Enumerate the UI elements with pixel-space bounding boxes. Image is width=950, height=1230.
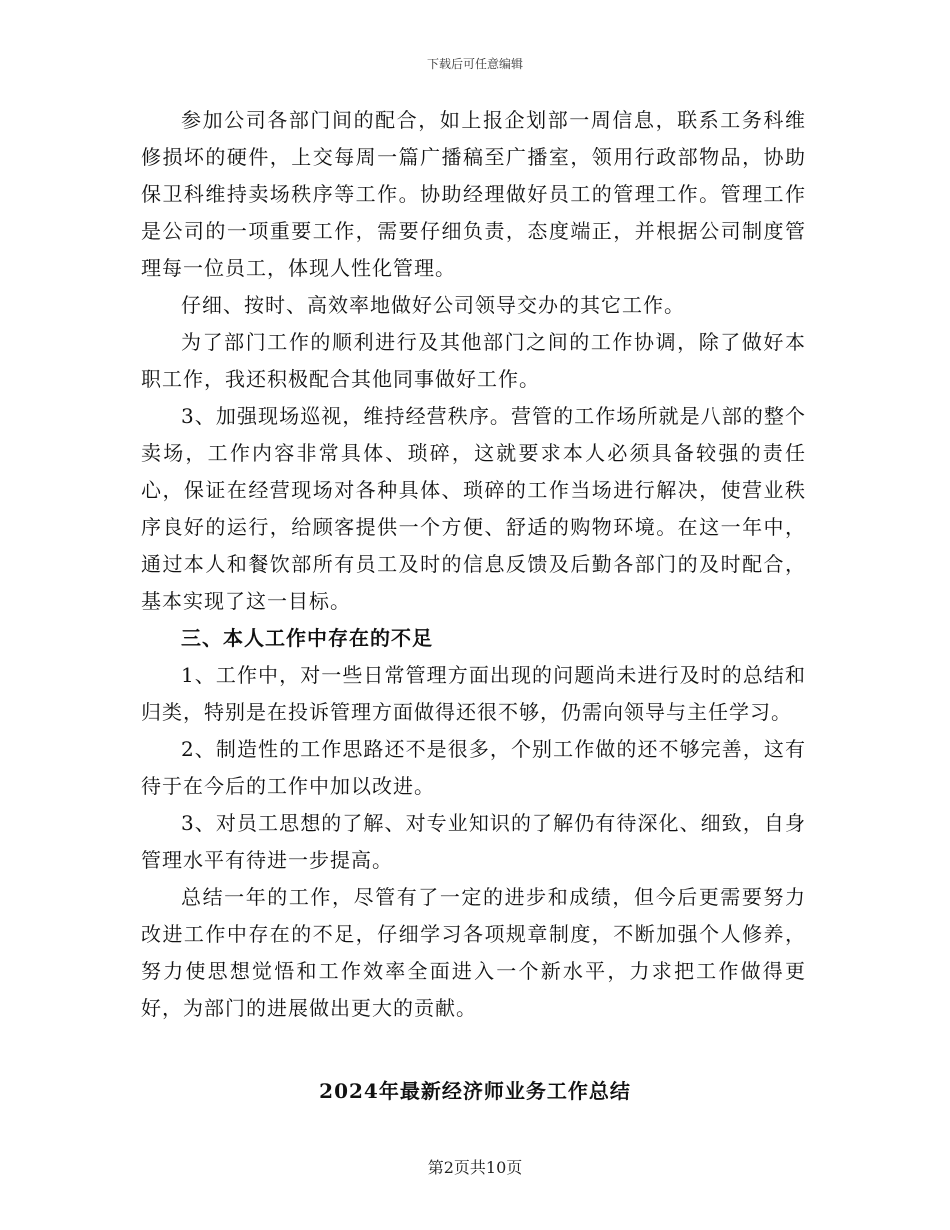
- paragraph-shortcoming-1: 1、工作中，对一些日常管理方面出现的问题尚未进行及时的总结和归类，特别是在投诉管理方面做得还很不够，仍需向领导与主任学习。: [141, 663, 806, 724]
- paragraph-summary: 总结一年的工作，尽管有了一定的进步和成绩，但今后更需要努力改进工作中存在的不足，仔细学习各项规章制度，不断加强个人修养，努力使思想觉悟和工作效率全面进入一个新水平，力求把工作做得更好，为部门的进展做出更大的贡献。: [141, 885, 806, 1020]
- section-heading-shortcomings: 三、本人工作中存在的不足: [181, 626, 433, 650]
- paragraph-other-tasks: 仔细、按时、高效率地做好公司领导交办的其它工作。: [181, 293, 685, 317]
- paragraph-coordination: 为了部门工作的顺利进行及其他部门之间的工作协调，除了做好本职工作，我还积极配合其他同事做好工作。: [141, 330, 806, 391]
- paragraph-shortcoming-2: 2、制造性的工作思路还不是很多，个别工作做的还不够完善，这有待于在今后的工作中加以改进。: [141, 737, 806, 798]
- page-number-footer: 第2页共10页: [427, 1158, 523, 1177]
- paragraph-cooperation: 参加公司各部门间的配合，如上报企划部一周信息，联系工务科维修损坏的硬件，上交每周一篇广播稿至广播室，领用行政部物品，协助保卫科维持卖场秩序等工作。协助经理做好员工的管理工作。管理工作是公司的一项重要工作，需要仔细负责，态度端正，并根据公司制度管理每一位员工，体现人性化管理。: [141, 108, 806, 280]
- page-header-note: 下载后可任意编辑: [426, 57, 523, 71]
- paragraph-site-patrol: 3、加强现场巡视，维持经营秩序。营管的工作场所就是八部的整个卖场，工作内容非常具体、琐碎，这就要求本人必须具备较强的责任心，保证在经营现场对各种具体、琐碎的工作当场进行解决，使营业秩序良好的运行，给顾客提供一个方便、舒适的购物环境。在这一年中，通过本人和餐饮部所有员工及时的信息反馈及后勤各部门的及时配合，基本实现了这一目标。: [141, 404, 806, 613]
- document-title: 2024年最新经济师业务工作总结: [319, 1079, 631, 1103]
- document-body: [141, 102, 806, 1027]
- paragraph-shortcoming-3: 3、对员工思想的了解、对专业知识的了解仍有待深化、细致，自身管理水平有待进一步提高。: [141, 811, 806, 872]
